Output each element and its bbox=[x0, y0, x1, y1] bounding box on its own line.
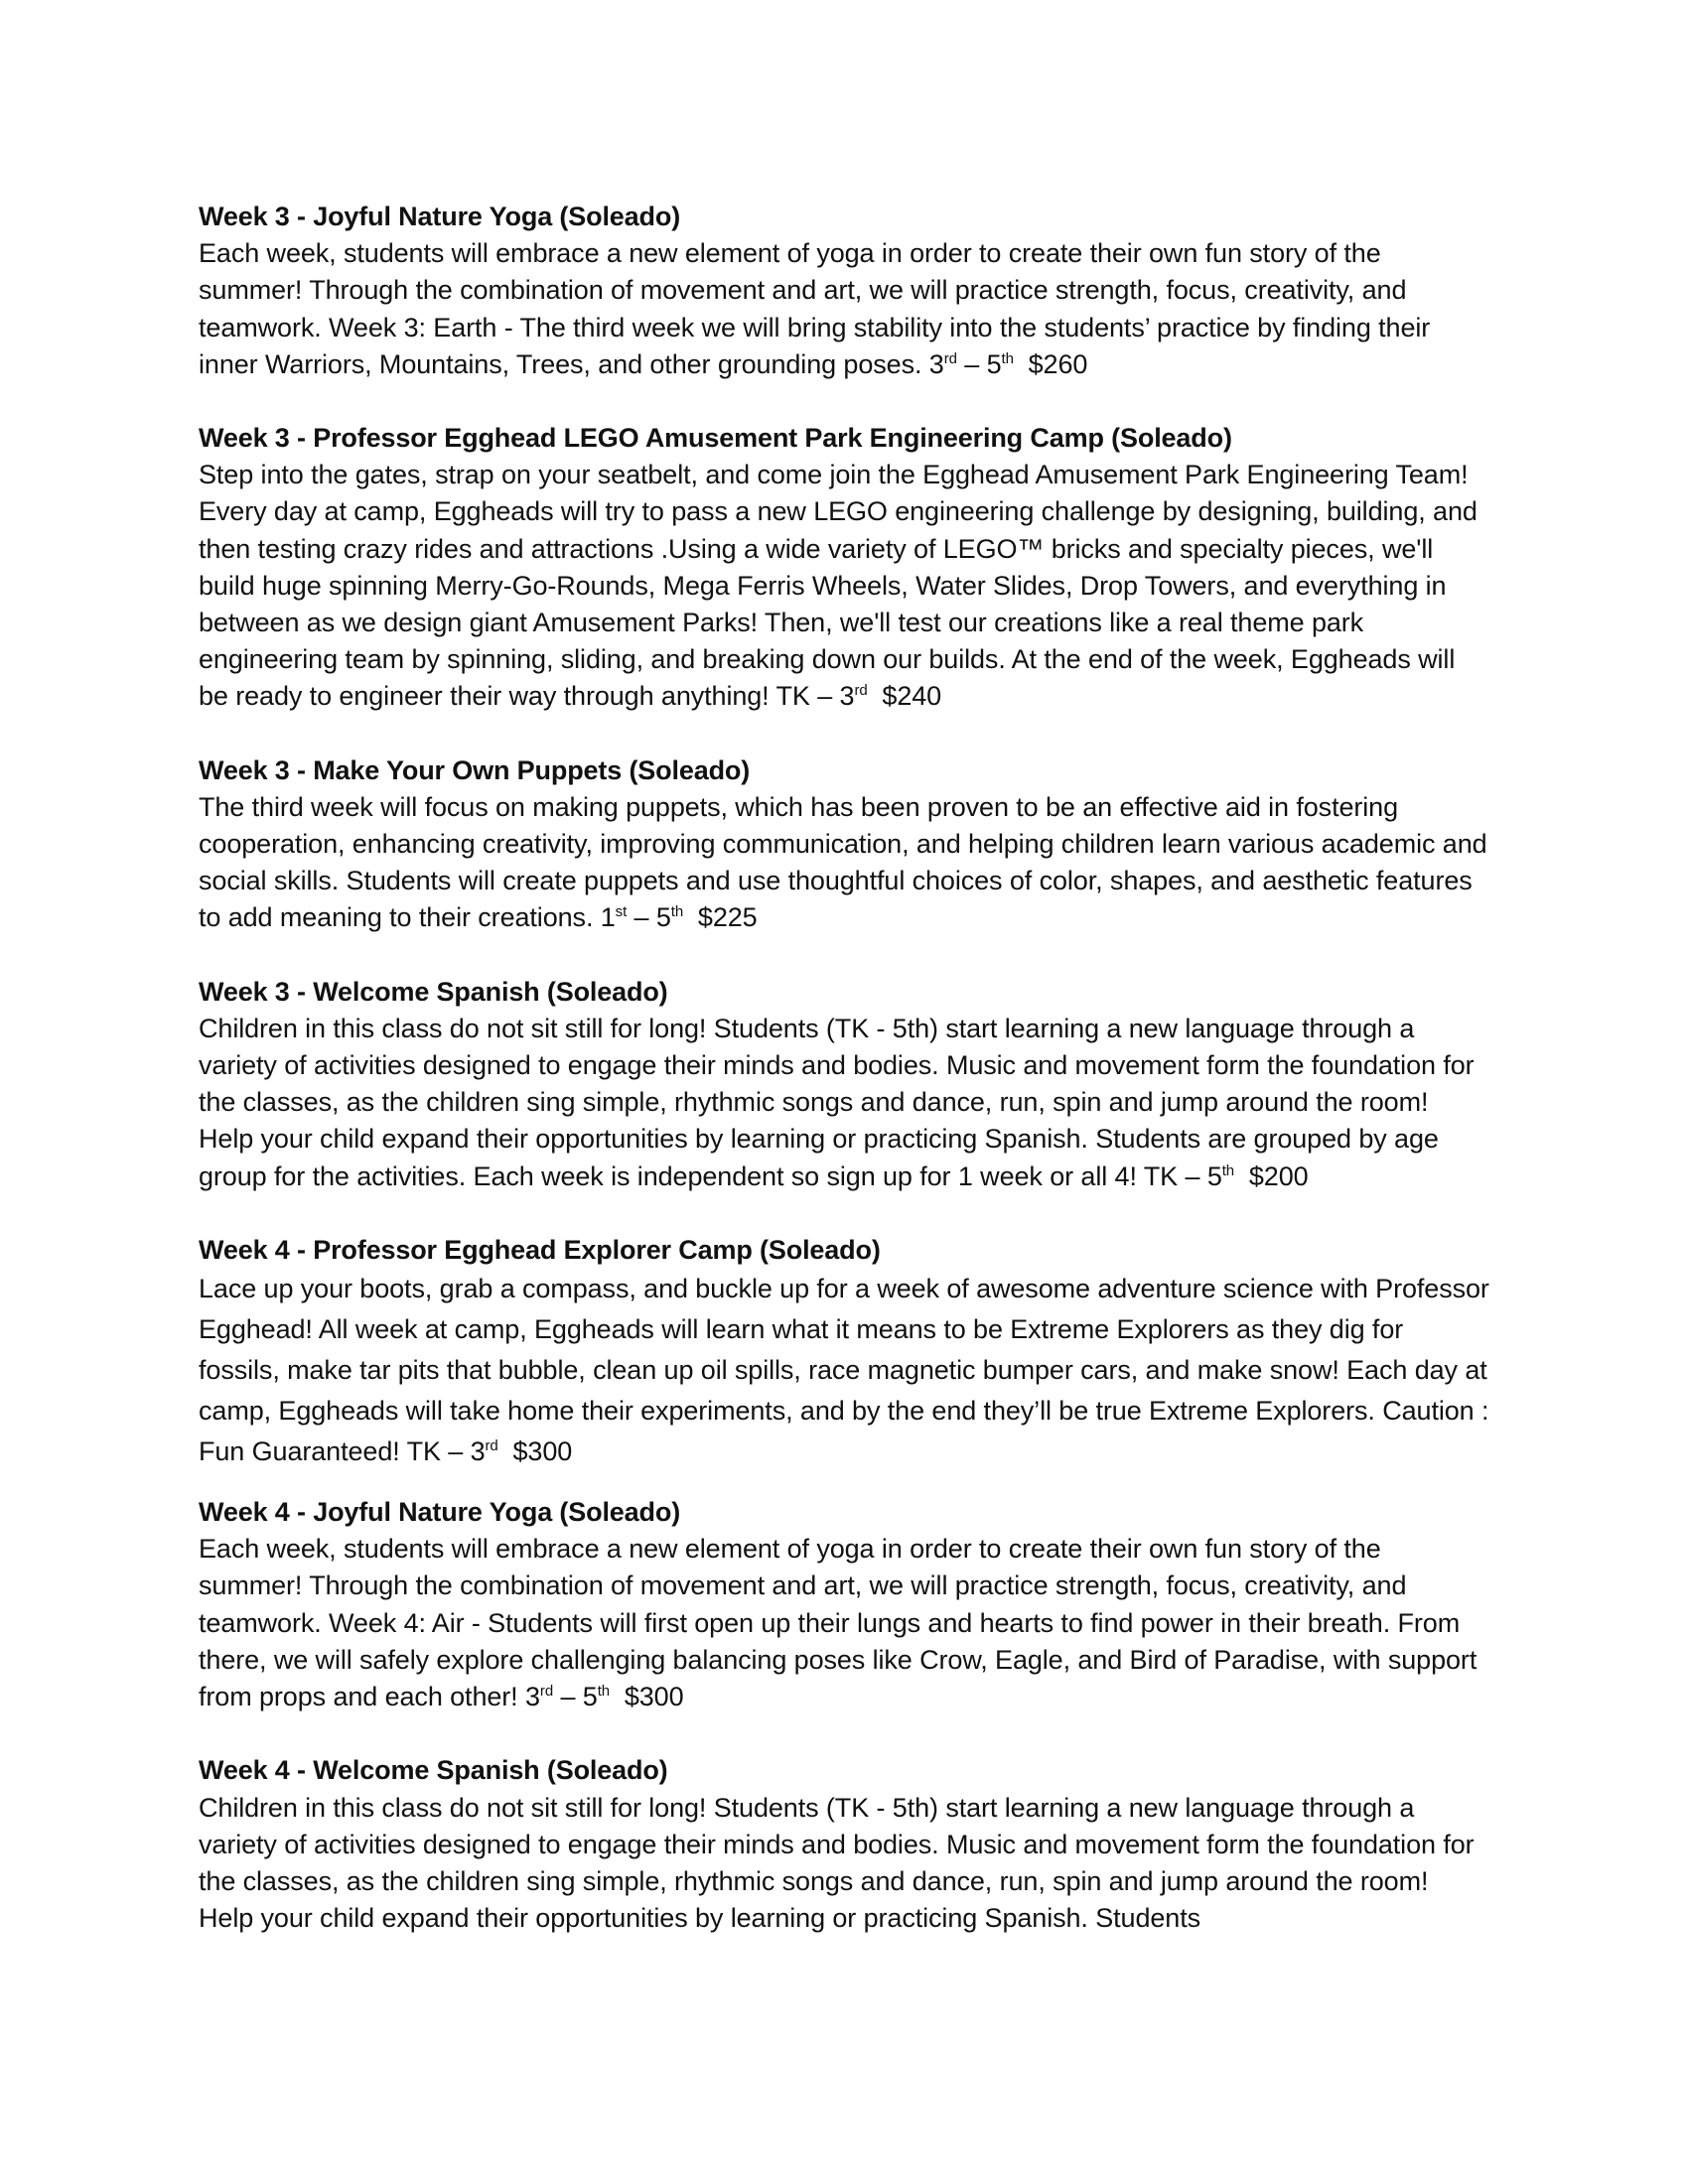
price: $300 bbox=[512, 1436, 573, 1467]
grade-from-suffix: rd bbox=[943, 349, 957, 367]
grade-to: 5 bbox=[655, 902, 671, 933]
grade-to-suffix: th bbox=[597, 1683, 611, 1701]
price: $225 bbox=[697, 902, 758, 933]
grade-price: 3rd – 5th $300 bbox=[525, 1682, 684, 1712]
class-description: Lace up your boots, grab a compass, and buckle up for a week of awesome adventure science with Professor Egghead! All week at camp, Eggheads will learn what it means to be Extreme Explorers as they dig for fossils, make tar pits that bubble, clean up oil spills, race magnetic bumper cars, and make snow! Each day at camp, Eggheads will take home their experiments, and by the end they’ll be true Extreme Explorers. Caution : Fun Guaranteed! TK – 3rd $300 bbox=[199, 1274, 1489, 1467]
grade-to-suffix: th bbox=[1001, 349, 1014, 367]
price: $200 bbox=[1248, 1160, 1309, 1191]
class-entry bbox=[199, 752, 1489, 937]
class-description: Children in this class do not sit still for long! Students (TK - 5th) start learning a new language through a variety of activities designed to engage their minds and bodies. Music and movement form the foundation for the classes, as the children sing simple, rhythmic songs and dance, run, spin and jump around the room! Help your child expand their opportunities by learning or practicing Spanish. Students bbox=[199, 1792, 1475, 1934]
grade-price: TK – 3rd $240 bbox=[775, 681, 942, 712]
grade-from: 1 bbox=[600, 902, 616, 933]
grade-price: 1st – 5th $225 bbox=[600, 902, 758, 933]
class-description: Each week, students will embrace a new element of yoga in order to create their own fun story of the summer! Through the combination of movement and art, we will practice strength, focus, creativity, and teamwork. Week 4: Air - Students will first open up their lungs and hearts to find power in their breath. From there, we will safely explore challenging balancing poses like Crow, Eagle, and Bird of Paradise, with support from props and each other! 3rd – 5th $300 bbox=[199, 1534, 1477, 1712]
class-entry bbox=[199, 420, 1489, 716]
grade-from: TK bbox=[775, 681, 810, 712]
grade-to: 3 bbox=[839, 681, 855, 712]
grade-from: 3 bbox=[525, 1682, 540, 1712]
grade-to: 5 bbox=[1206, 1160, 1222, 1191]
class-title: Week 3 - Make Your Own Puppets (Soleado) bbox=[199, 754, 751, 785]
class-entry bbox=[199, 974, 1489, 1195]
grade-to: 3 bbox=[470, 1436, 486, 1467]
class-entry bbox=[199, 1494, 1489, 1715]
class-entry bbox=[199, 1232, 1489, 1472]
grade-price: TK – 3rd $300 bbox=[406, 1436, 573, 1467]
grade-price: 3rd – 5th $260 bbox=[928, 348, 1088, 379]
class-description: Step into the gates, strap on your seatbelt, and come join the Egghead Amusement Park Engineering Team! Every day at camp, Eggheads will try to pass a new LEGO engineering challenge by designing, building, and then testing crazy rides and attractions .Using a wide variety of LEGO™ bricks and specialty pieces, we'll build huge spinning Merry-Go-Rounds, Mega Ferris Wheels, Water Slides, Drop Towers, and everything in between as we design giant Amusement Parks! Then, we'll test our creations like a real theme park engineering team by spinning, sliding, and breaking down our builds. At the end of the week, Eggheads will be ready to engineer their way through anything! TK – 3rd $240 bbox=[199, 460, 1477, 712]
class-title: Week 4 - Professor Egghead Explorer Camp (Soleado) bbox=[199, 1234, 881, 1265]
class-description: Children in this class do not sit still for long! Students (TK - 5th) start learning a new language through a variety of activities designed to engage their minds and bodies. Music and movement form the foundation for the classes, as the children sing simple, rhythmic songs and dance, run, spin and jump around the room! Help your child expand their opportunities by learning or practicing Spanish. Students are grouped by age group for the activities. Each week is independent so sign up for 1 week or all 4! TK – 5th $200 bbox=[199, 1013, 1475, 1191]
grade-to-suffix: th bbox=[670, 903, 684, 921]
price: $260 bbox=[1028, 348, 1088, 379]
class-entry bbox=[199, 199, 1489, 383]
price: $300 bbox=[624, 1682, 684, 1712]
class-description: Each week, students will embrace a new element of yoga in order to create their own fun story of the summer! Through the combination of movement and art, we will practice strength, focus, creativity, and teamwork. Week 3: Earth - The third week we will bring stability into the students’ practice by finding their inner Warriors, Mountains, Trees, and other grounding poses. 3rd – 5th $260 bbox=[199, 238, 1431, 379]
grade-from-suffix: rd bbox=[539, 1683, 554, 1701]
grade-from-suffix: st bbox=[615, 903, 628, 921]
class-title: Week 4 - Welcome Spanish (Soleado) bbox=[199, 1755, 668, 1786]
class-title: Week 4 - Joyful Nature Yoga (Soleado) bbox=[199, 1497, 681, 1528]
grade-from: 3 bbox=[928, 348, 944, 379]
grade-to: 5 bbox=[986, 348, 1002, 379]
price: $240 bbox=[882, 681, 942, 712]
document-page bbox=[199, 199, 1489, 1937]
class-description: The third week will focus on making puppets, which has been proven to be an effective aid in fostering cooperation, enhancing creativity, improving communication, and helping children learn various academic and social skills. Students will create puppets and use thoughtful choices of color, shapes, and aesthetic features to add meaning to their creations. 1st – 5th $225 bbox=[199, 791, 1487, 933]
grade-to-suffix: rd bbox=[485, 1437, 498, 1455]
class-entry bbox=[199, 1752, 1489, 1937]
class-title: Week 3 - Joyful Nature Yoga (Soleado) bbox=[199, 202, 681, 231]
grade-from: TK bbox=[406, 1436, 441, 1467]
class-title: Week 3 - Welcome Spanish (Soleado) bbox=[199, 976, 668, 1007]
class-title: Week 3 - Professor Egghead LEGO Amusement Park Engineering Camp (Soleado) bbox=[199, 423, 1232, 454]
grade-from: TK bbox=[1143, 1160, 1179, 1191]
grade-to-suffix: rd bbox=[854, 682, 868, 700]
grade-to-suffix: th bbox=[1221, 1161, 1235, 1179]
grade-to: 5 bbox=[582, 1682, 598, 1712]
